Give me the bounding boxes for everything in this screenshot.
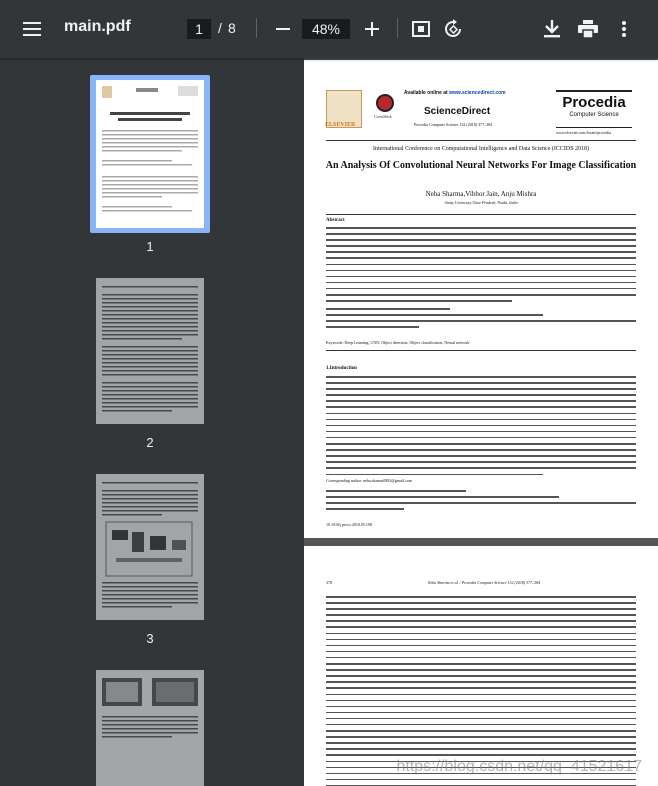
- zoom-in-button[interactable]: [361, 19, 383, 39]
- doi: 10.1016/j.procs.2018.05.198: [326, 522, 372, 527]
- blog-watermark: https://blog.csdn.net/qq_41521617: [396, 758, 642, 775]
- introduction-heading: 1.Introduction: [326, 366, 357, 371]
- journal-reference: Procedia Computer Science 132 (2018) 377–384: [414, 122, 493, 127]
- crossmark-label: CrossMark: [374, 114, 392, 119]
- fit-page-button[interactable]: [409, 18, 433, 40]
- abstract-top-rule: [326, 214, 636, 215]
- crossmark-icon: [376, 94, 394, 112]
- fit-to-page-icon: [412, 21, 430, 37]
- sciencedirect-link[interactable]: www.sciencedirect.com: [449, 90, 506, 96]
- introduction-text: [326, 376, 636, 480]
- abstract-bottom-rule: [326, 350, 636, 351]
- download-icon: [544, 20, 560, 38]
- document-title: main.pdf: [64, 18, 131, 35]
- paper-authors: Neha Sharma,Vibhor Jain, Anju Mishra: [425, 190, 537, 198]
- page-separator: /: [218, 20, 222, 36]
- thumbnail-page-1[interactable]: [96, 80, 204, 228]
- abstract-text: [326, 227, 636, 306]
- page-2-running-header: [326, 580, 636, 585]
- hamburger-menu-icon: [23, 22, 41, 36]
- available-online: [404, 90, 506, 96]
- page-total: 8: [228, 20, 236, 36]
- zoom-out-button[interactable]: [272, 19, 294, 39]
- thumbnail-label-2: 2: [146, 435, 154, 450]
- print-button[interactable]: [576, 17, 600, 41]
- thumbnail-label-1: 1: [146, 239, 154, 254]
- toolbar-divider: [256, 18, 257, 38]
- more-actions-button[interactable]: [614, 17, 634, 41]
- abstract-heading: Abstract: [326, 218, 345, 223]
- procedia-logo: [556, 90, 632, 128]
- toolbar-divider: [397, 18, 398, 38]
- paper-title: An Analysis Of Convolutional Neural Networks For Image Classification: [325, 160, 637, 171]
- page-2-number: 378: [326, 580, 332, 585]
- elsevier-wordmark: ELSEVIER: [325, 122, 356, 128]
- procedia-subtitle: Computer Science: [569, 112, 619, 118]
- thumbnail-page-2-preview: [96, 278, 204, 424]
- rotate-button[interactable]: [441, 17, 465, 41]
- thumbnail-label-3: 3: [146, 631, 154, 646]
- download-button[interactable]: [540, 17, 564, 41]
- page-number-input[interactable]: 1: [187, 19, 211, 39]
- pdf-toolbar: [0, 0, 658, 58]
- available-online-text: Available online at: [404, 90, 448, 96]
- rotate-icon: [443, 19, 463, 39]
- more-vertical-icon: [622, 21, 626, 37]
- sciencedirect-name: ScienceDirect: [424, 106, 491, 117]
- journal-url: www.elsevier.com/locate/procedia: [556, 130, 612, 135]
- document-viewer[interactable]: [304, 58, 658, 786]
- thumbnail-page-1-preview: [96, 80, 204, 228]
- conference-name: International Conference on Computational Intelligence and Data Science (ICCIDS 2018): [372, 146, 590, 152]
- footer-rights: [326, 490, 636, 514]
- keywords-line: Keywords: Deep Learning; CNN; Object detection; Object classification; Neural network: [326, 340, 470, 345]
- author-affiliation: Amity University Uttar Pradesh, Noida, India: [444, 200, 518, 205]
- thumbnail-page-2[interactable]: [96, 278, 204, 424]
- pdf-page-2: [304, 546, 658, 786]
- zoom-level-input[interactable]: 48%: [302, 19, 350, 39]
- plus-icon: [365, 22, 379, 36]
- printer-icon: [578, 20, 598, 38]
- header-rule: [326, 140, 636, 141]
- pdf-page-1: [304, 60, 658, 538]
- procedia-title: Procedia: [562, 94, 626, 111]
- thumbnail-page-3-preview: [96, 474, 204, 620]
- minus-icon: [276, 28, 290, 30]
- thumbnail-page-4-preview: [96, 670, 204, 786]
- copyright-text: [326, 308, 636, 332]
- menu-button[interactable]: [20, 19, 44, 39]
- corresponding-author: Corresponding author: neha.sharma0882@gmail.com: [326, 478, 412, 483]
- thumbnail-page-4[interactable]: [96, 670, 204, 786]
- thumbnail-sidebar[interactable]: [0, 58, 304, 786]
- thumbnail-page-3[interactable]: [96, 474, 204, 620]
- page-2-running-head: Neha Sharma et al. / Procedia Computer Science 132 (2018) 377–384: [427, 580, 541, 585]
